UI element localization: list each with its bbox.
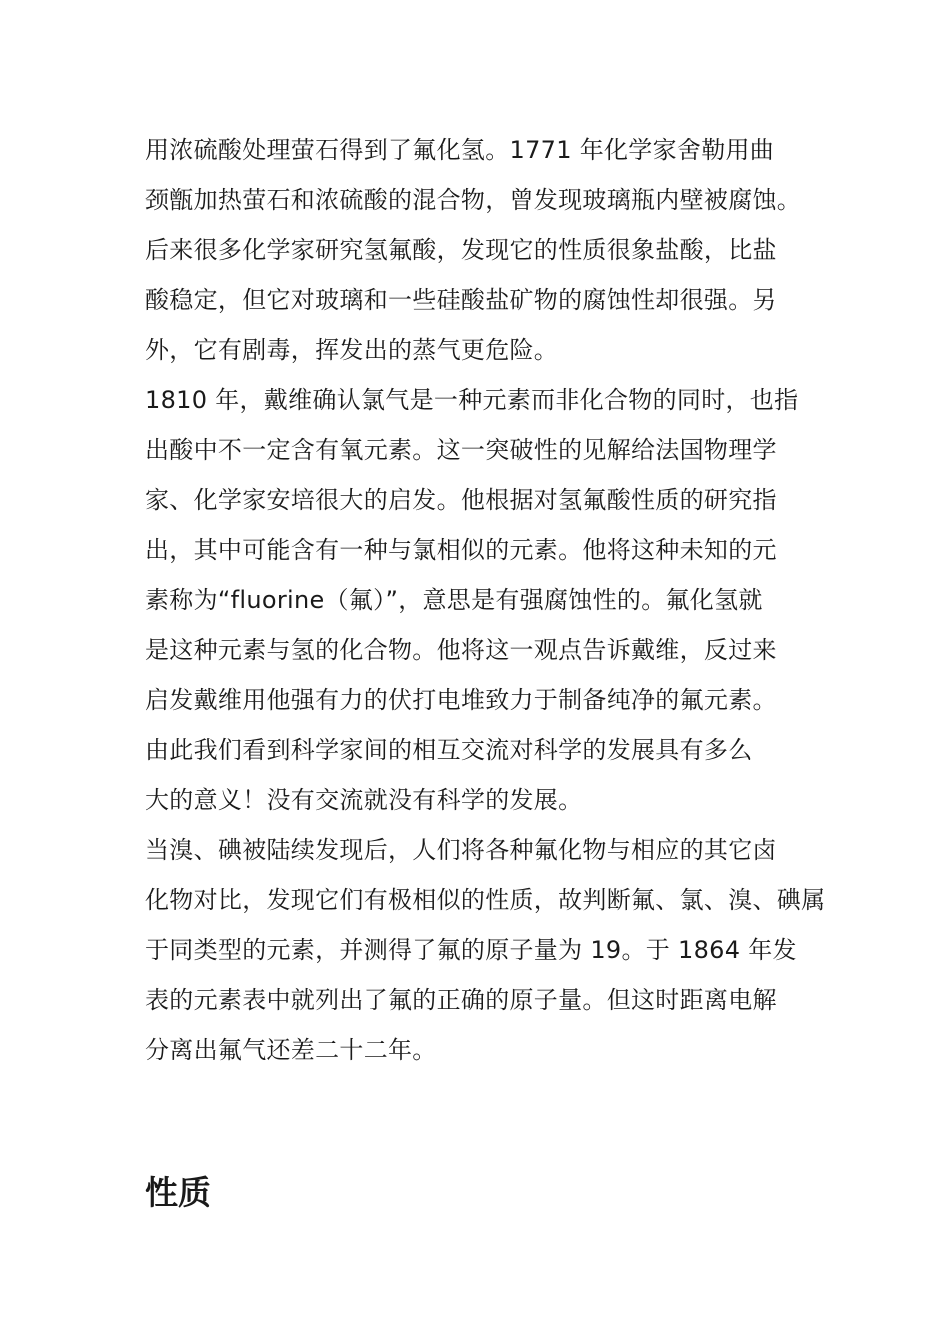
text-line: 当溴、碘被陆续发现后，人们将各种氟化物与相应的其它卤 bbox=[145, 836, 777, 864]
text-line: 分离出氟气还差二十二年。 bbox=[145, 1036, 437, 1064]
text-line: 出，其中可能含有一种与氯相似的元素。他将这种未知的元 bbox=[145, 536, 777, 564]
paragraph-history-hydrofluoric-acid bbox=[145, 128, 825, 378]
text-line: 1810 年，戴维确认氯气是一种元素而非化合物的同时，也指 bbox=[145, 386, 799, 414]
text-line: 家、化学家安培很大的启发。他根据对氢氟酸性质的研究指 bbox=[145, 486, 777, 514]
body-text bbox=[145, 128, 825, 1078]
text-line: 素称为“fluorine（氟）”，意思是有强腐蚀性的。氟化氢就 bbox=[145, 586, 763, 614]
paragraph-davy-ampere bbox=[145, 378, 825, 828]
section-heading: 性质 bbox=[145, 1173, 211, 1212]
text-line: 后来很多化学家研究氢氟酸，发现它的性质很象盐酸，比盐 bbox=[145, 236, 777, 264]
text-line: 出酸中不一定含有氧元素。这一突破性的见解给法国物理学 bbox=[145, 436, 777, 464]
text-line: 用浓硫酸处理萤石得到了氟化氢。1771 年化学家舍勒用曲 bbox=[145, 136, 775, 164]
text-line: 是这种元素与氢的化合物。他将这一观点告诉戴维，反过来 bbox=[145, 636, 777, 664]
paragraph-halogen-comparison bbox=[145, 828, 825, 1078]
text-line: 由此我们看到科学家间的相互交流对科学的发展具有多么 bbox=[145, 736, 753, 764]
text-line: 表的元素表中就列出了氟的正确的原子量。但这时距离电解 bbox=[145, 986, 777, 1014]
text-line: 大的意义！没有交流就没有科学的发展。 bbox=[145, 786, 583, 814]
text-line: 化物对比，发现它们有极相似的性质，故判断氟、氯、溴、碘属 bbox=[145, 886, 826, 914]
text-line: 于同类型的元素，并测得了氟的原子量为 19。于 1864 年发 bbox=[145, 936, 797, 964]
text-line: 酸稳定，但它对玻璃和一些硅酸盐矿物的腐蚀性却很强。另 bbox=[145, 286, 777, 314]
text-line: 外，它有剧毒，挥发出的蒸气更危险。 bbox=[145, 336, 559, 364]
text-line: 颈甑加热萤石和浓硫酸的混合物，曾发现玻璃瓶内壁被腐蚀。 bbox=[145, 186, 802, 214]
text-line: 启发戴维用他强有力的伏打电堆致力于制备纯净的氟元素。 bbox=[145, 686, 777, 714]
